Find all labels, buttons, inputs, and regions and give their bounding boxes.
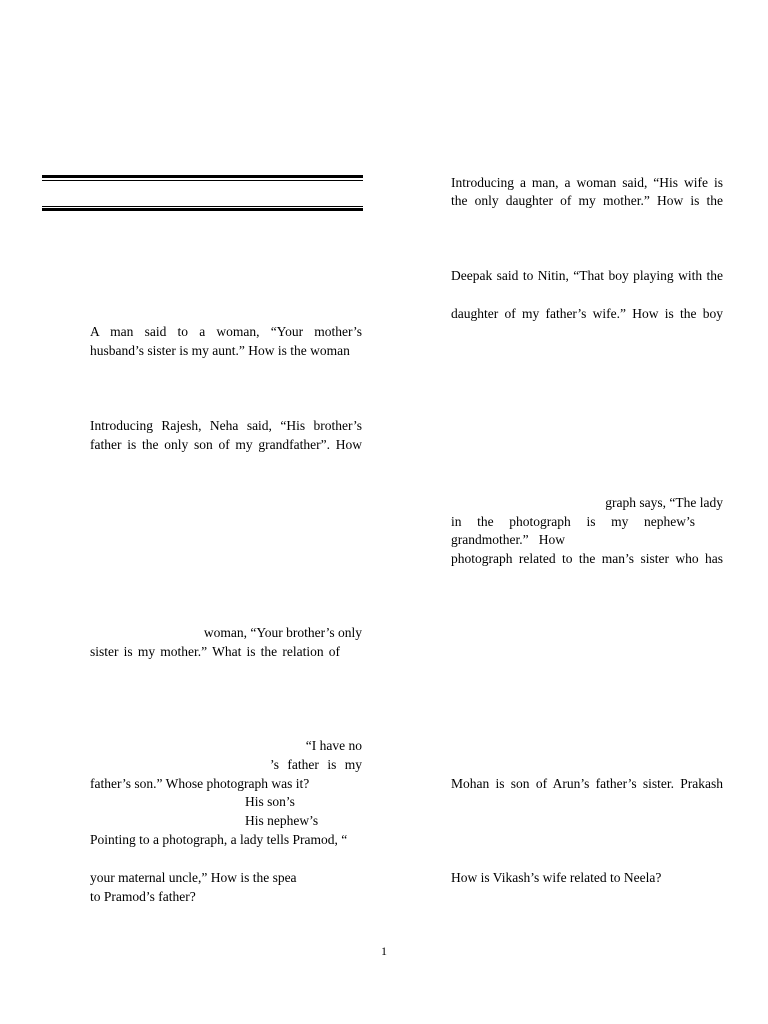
question-1-line-2: husband’s sister is my aunt.” How is the woman [90,343,350,358]
question-2-line-1: Introducing Rajesh, Neha said, “His brother’s [90,418,362,433]
question-2-line-2: father is the only son of my grandfather”. How [90,437,362,452]
question-8-line-1: graph says, “The lady [605,495,723,510]
question-5-line-1: Pointing to a photograph, a lady tells Pramod, “ [90,832,348,847]
question-4-option-nephew: His nephew’s [245,813,319,828]
question-4-line-1: “I have no [305,738,362,753]
question-3-line-2: sister is my mother.” What is the relation of [90,644,340,659]
question-7-line-2: daughter of my father’s wife.” How is the boy [451,306,723,321]
question-1-line-1: A man said to a woman, “Your mother’s [90,324,362,339]
header-rule-bottom-thick [42,208,363,211]
question-10-line-1: How is Vikash’s wife related to Neela? [451,870,662,885]
question-8-line-4: photograph related to the man’s sister who has [451,551,723,566]
page-number: 1 [381,944,387,958]
question-4-option-son: His son’s [245,794,295,809]
question-9-line-1: Mohan is son of Arun’s father’s sister. Prakash [451,776,723,791]
question-4-line-3: father’s son.” Whose photograph was it? [90,776,310,791]
question-5-line-2: your maternal uncle,” How is the spea [90,870,297,885]
question-5-line-3: to Pramod’s father? [90,889,196,904]
question-8-line-2: in the photograph is my nephew’s [451,514,695,529]
question-8-line-3: grandmother.” How [451,532,565,547]
header-rule-bottom-thin [42,206,363,207]
header-rule-top-thick [42,175,363,178]
question-3-line-1: woman, “Your brother’s only [203,625,362,640]
question-6-line-1: Introducing a man, a woman said, “His wife is [451,175,723,190]
question-7-line-1: Deepak said to Nitin, “That boy playing with the [451,268,723,283]
header-rule-top-thin [42,180,363,181]
question-4-line-2: ’s father is my [270,757,362,772]
question-6-line-2: the only daughter of my mother.” How is the [451,193,723,208]
